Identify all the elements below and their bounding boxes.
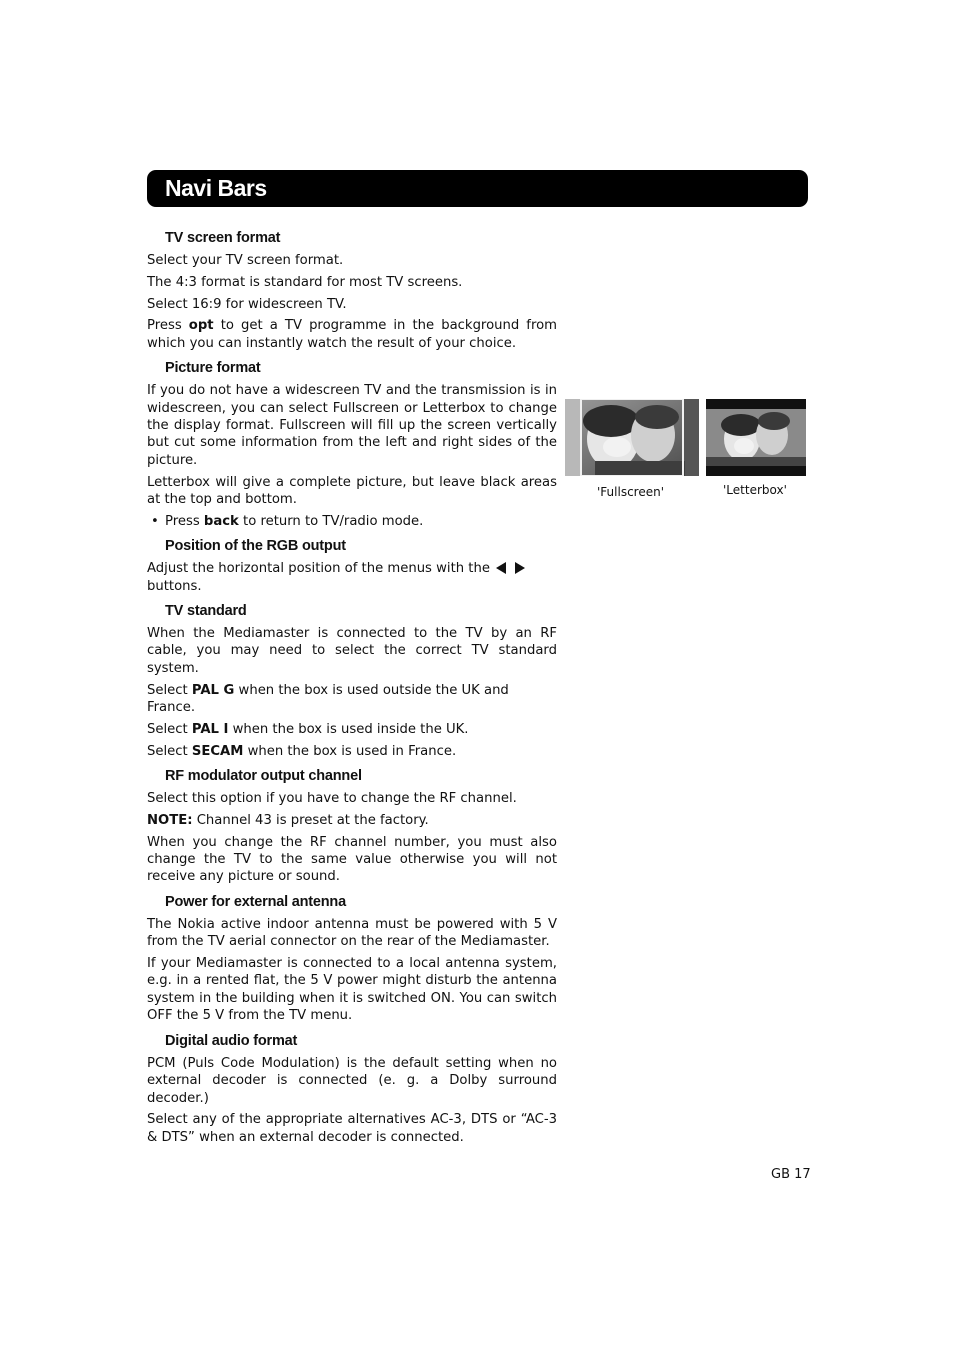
- paragraph: Select PAL G when the box is used outside the UK and France.: [147, 682, 509, 716]
- left-arrow-icon: [496, 562, 507, 574]
- right-arrow-icon: [515, 562, 526, 574]
- section-heading: Position of the RGB output: [165, 538, 346, 555]
- section-heading: Picture format: [165, 360, 261, 377]
- fullscreen-caption: 'Fullscreen': [597, 485, 665, 499]
- paragraph: When you change the RF channel number, you must also change the TV to the same value otherwise you will not receive any picture or sound.: [147, 834, 557, 885]
- section-rf-modulator: [147, 766, 557, 886]
- paragraph: Select PAL I when the box is used inside the UK.: [147, 721, 469, 737]
- key-name: back: [203, 513, 239, 529]
- paragraph: Select any of the appropriate alternatives AC-3, DTS or “AC-3 & DTS” when an external decoder is connected.: [147, 1112, 557, 1145]
- section-tv-screen-format: [147, 228, 557, 352]
- section-heading: RF modulator output channel: [165, 768, 362, 785]
- bullet-dot: •: [151, 513, 159, 529]
- page-header-bar: [147, 170, 808, 207]
- note-label: NOTE:: [147, 812, 193, 828]
- paragraph: Select 16:9 for widescreen TV.: [147, 296, 347, 312]
- letterbox-picture: [706, 399, 806, 476]
- letterbox-photo-graphic: [706, 399, 806, 476]
- page-title: Navi Bars: [165, 175, 267, 201]
- fullscreen-picture: [565, 399, 699, 476]
- paragraph: Letterbox will give a complete picture, but leave black areas at the top and bottom.: [147, 474, 557, 508]
- key-name: opt: [188, 318, 214, 334]
- section-heading: TV screen format: [165, 230, 281, 246]
- section-heading: TV standard: [165, 603, 247, 620]
- fullscreen-photo-graphic: [565, 399, 699, 476]
- paragraph: Adjust the horizontal position of the menus with the buttons.: [147, 560, 557, 595]
- section-tv-standard: [147, 601, 557, 760]
- letterbox-caption: 'Letterbox': [723, 483, 787, 497]
- page-number: GB 17: [771, 1167, 811, 1182]
- paragraph: NOTE: Channel 43 is preset at the factory.: [147, 812, 429, 828]
- paragraph: PCM (Puls Code Modulation) is the default setting when no external decoder is connected (e. g. a Dolby surround decoder.): [147, 1055, 557, 1106]
- paragraph: If your Mediamaster is connected to a local antenna system, e.g. in a rented flat, the 5 V power might disturb the antenna system in the building when it is switched ON. You can switch OFF the 5 V from the TV menu.: [147, 956, 557, 1024]
- section-digital-audio: [147, 1031, 557, 1146]
- section-heading: Digital audio format: [165, 1032, 298, 1049]
- paragraph: The 4:3 format is standard for most TV screens.: [147, 274, 463, 290]
- main-text-column: [147, 228, 557, 1151]
- paragraph: The Nokia active indoor antenna must be powered with 5 V from the TV aerial connector on the rear of the Mediamaster.: [147, 916, 557, 950]
- paragraph: If you do not have a widescreen TV and the transmission is in widescreen, you can select Fullscreen or Letterbox to change the display format. Fullscreen will fill up the screen vertically but cut some information from the left and right sides of the picture.: [147, 383, 557, 468]
- paragraph: Select this option if you have to change the RF channel.: [147, 791, 517, 807]
- section-picture-format: [147, 358, 557, 530]
- paragraph: Select SECAM when the box is used in France.: [147, 743, 457, 759]
- section-rgb-output: [147, 536, 557, 595]
- paragraph: Select your TV screen format.: [147, 253, 344, 268]
- paragraph: Press opt to get a TV programme in the background from which you can instantly watch the result of your choice.: [147, 318, 557, 351]
- section-external-antenna: [147, 892, 557, 1025]
- section-heading: Power for external antenna: [165, 893, 346, 910]
- bullet-item: • Press back to return to TV/radio mode.: [151, 513, 424, 529]
- paragraph: When the Mediamaster is connected to the TV by an RF cable, you may need to select the correct TV standard system.: [147, 626, 557, 676]
